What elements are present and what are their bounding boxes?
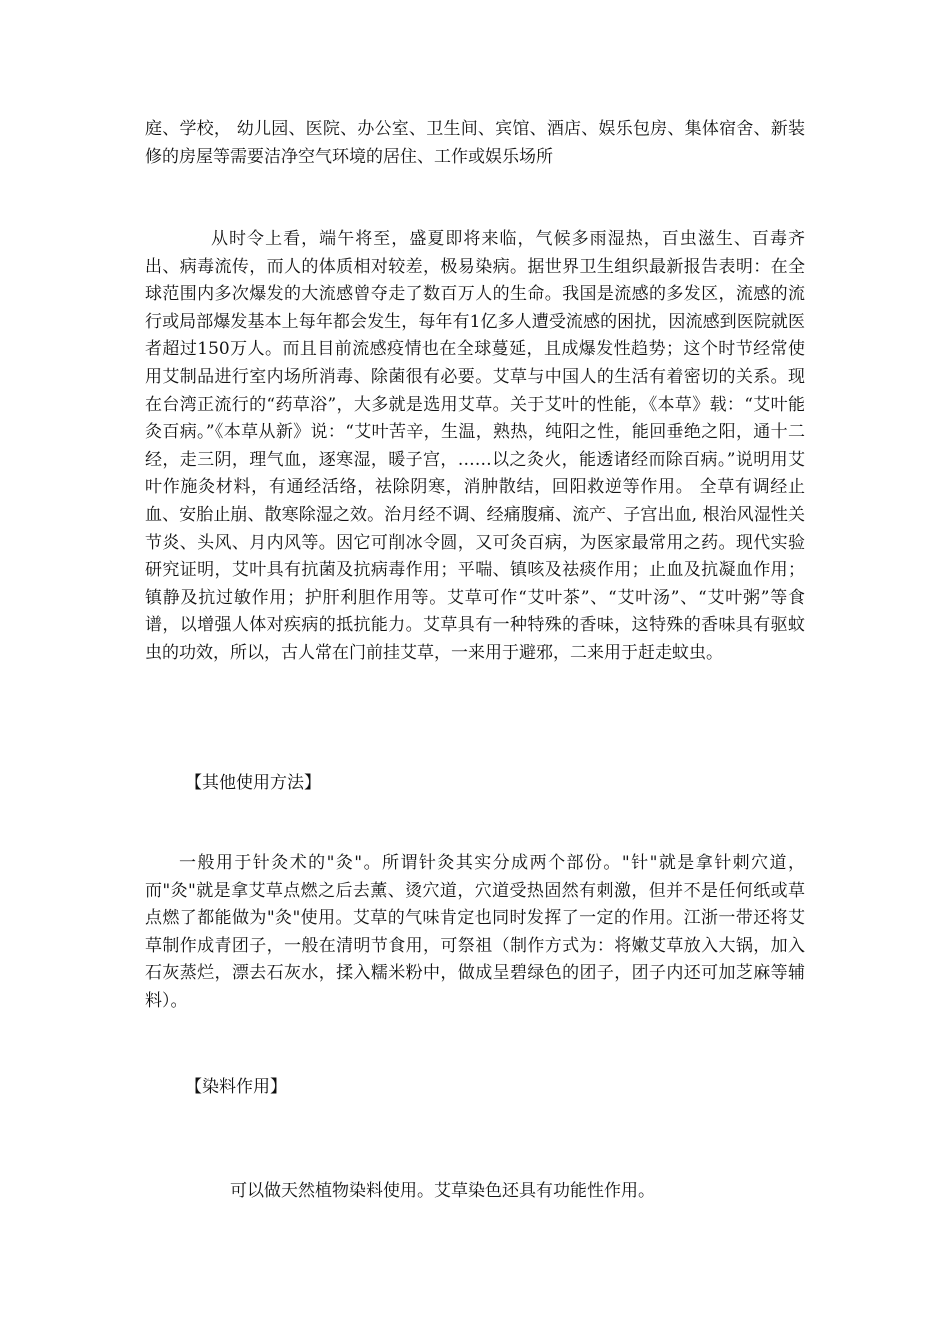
section-heading-dye-use: 【染料作用】 [185,1077,287,1097]
paragraph-moxibustion: 一般用于针灸术的"灸"。所谓针灸其实分成两个部份。"针"就是拿针刺穴道，而"灸"就是拿艾草点燃之后去薰、烫穴道，穴道受热固然有刺激，但并不是任何纸或草点燃了都能做为"灸"使用。艾草的气味肯定也同时发挥了一定的作用。江浙一带还将艾草制作成青团子，一般在清明节食用，可祭祖（制作方式为：将嫩艾草放入大锅，加入石灰蒸烂，漂去石灰水，揉入糯米粉中，做成呈碧绿色的团子，团子内还可加芝麻等辅料）。 [145,853,805,1011]
paragraph-dye: 可以做天然植物染料使用。艾草染色还具有功能性作用。 [230,1181,655,1201]
paragraph-venues: 庭、学校， 幼儿园、医院、办公室、卫生间、宾馆、酒店、娱乐包房、集体宿舍、新装修的房屋等需要洁净空气环境的居住、工作或娱乐场所 [145,119,805,167]
paragraph-season-and-mugwort: 从时令上看，端午将至，盛夏即将来临，气候多雨湿热，百虫滋生、百毒齐出、病毒流传，而人的体质相对较差，极易染病。据世界卫生组织最新报告表明：在全球范围内多次爆发的大流感曾夺走了数百万人的生命。我国是流感的多发区，流感的流行或局部爆发基本上每年都会发生，每年有1亿多人遭受流感的困扰，因流感到医院就医者超过150万人。而且目前流感疫情也在全球蔓延，且成爆发性趋势；这个时节经常使用艾制品进行室内场所消毒、除菌很有必要。艾草与中国人的生活有着密切的关系。现在台湾正流行的“药草浴”，大多就是选用艾草。关于艾叶的性能，《本草》载：“艾叶能灸百病。”《本草从新》说：“艾叶苦辛，生温，熟热，纯阳之性，能回垂绝之阳，通十二经，走三阴，理气血，逐寒湿，暖子宫，……以之灸火，能透诸经而除百病。”说明用艾叶作施灸材料，有通经活络，祛除阴寒，消肿散结，回阳救逆等作用。 全草有调经止血、安胎止崩、散寒除湿之效。治月经不调、经痛腹痛、流产、子宫出血, 根治风湿性关节炎、头风、月内风等。因它可削冰令圆，又可灸百病，为医家最常用之药。现代实验研究证明，艾叶具有抗菌及抗病毒作用；平喘、镇咳及祛痰作用；止血及抗凝血作用；镇静及抗过敏作用；护肝利胆作用等。艾草可作“艾叶茶”、“艾叶汤”、“艾叶粥”等食谱，以增强人体对疾病的抵抗能力。艾草具有一种特殊的香味，这特殊的香味具有驱蚊虫的功效，所以，古人常在门前挂艾草，一来用于避邪，二来用于赶走蚊虫。 [145,229,805,663]
section-heading-other-uses: 【其他使用方法】 [185,773,321,793]
